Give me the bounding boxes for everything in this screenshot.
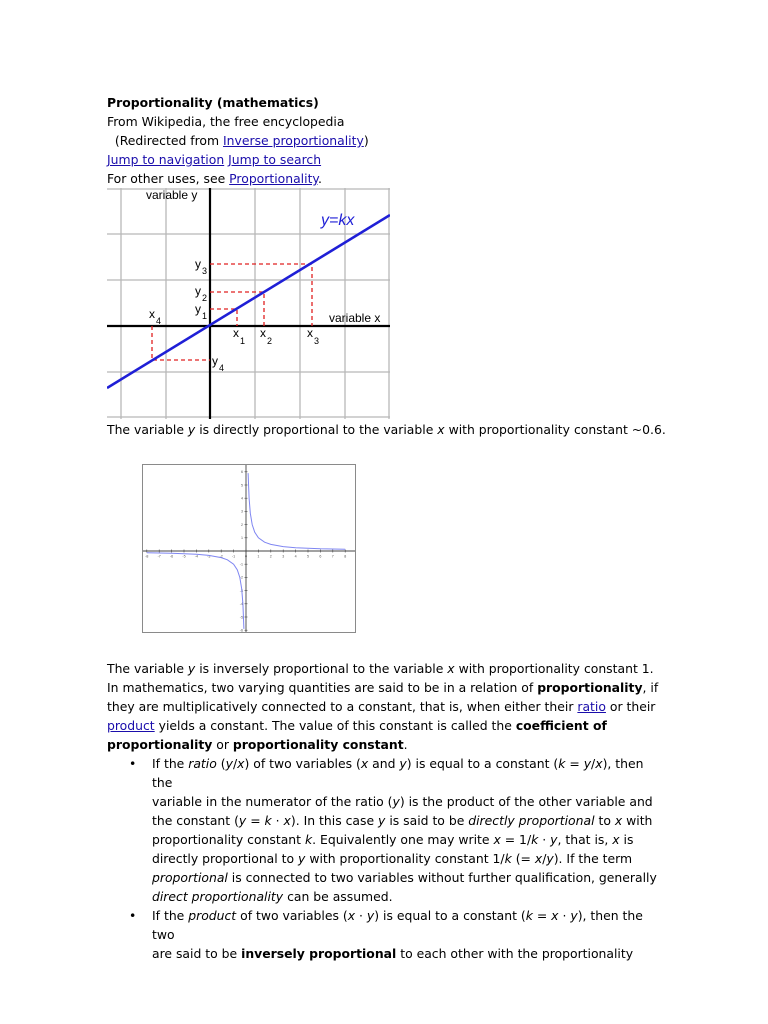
x-tick-label: 3 (282, 554, 285, 559)
intro-text-2: , if (642, 680, 659, 695)
x-axis-label: variable x (329, 311, 381, 325)
intro-text-7: . (403, 737, 408, 752)
y-tick-label: -4 (239, 602, 243, 607)
x-tick-label: 8 (344, 554, 347, 559)
direct-proportionality-figure (107, 188, 390, 419)
x-tick-label: -6 (169, 554, 174, 559)
other-uses-prefix: For other uses, see (107, 171, 230, 186)
intro-paragraph (107, 678, 667, 754)
equation-label: y=kx (321, 212, 355, 229)
x-tick-label: 2 (269, 554, 272, 559)
x4-sub: 4 (156, 316, 162, 326)
bullet-icon: • (129, 908, 137, 923)
product-link[interactable]: product (107, 718, 155, 733)
direct-proportion-text: If the ratio (y/x) of two variables (x and y) is equal to a constant (k = y/x), then the variable in the numerator of the ratio (y) is the product of the other variable and the constant (y = k · x). In this case y is said to be directly proportional to x with proportionality constant k. Equivalently one may write x = 1/k · y, that is, x is directly proportional to y with proportionality constant 1/k (= x/y). If the term proportional is connected to two variables without further qualification, generally direct proportionality can be assumed. (152, 756, 657, 904)
x-tick-label: 0 (245, 554, 247, 559)
x-tick-label: -4 (194, 554, 199, 559)
y-tick-label: 3 (241, 509, 243, 514)
intro-bold-coefficient: coefficient of (515, 718, 607, 733)
y-tick-label: 4 (241, 496, 243, 501)
proportionality-line (107, 215, 390, 388)
y4-sub: 4 (219, 363, 225, 373)
y2-label: y (195, 284, 201, 298)
y1-label: y (195, 302, 201, 316)
proportionality-link[interactable]: Proportionality (229, 171, 318, 186)
y-tick-label: 2 (241, 522, 243, 527)
inverse-proportionality-chart (142, 464, 356, 633)
intro-bold-prop-constant: proportionality constant (232, 737, 404, 752)
x1-label: x (233, 326, 239, 340)
x-tick-label: 6 (319, 554, 322, 559)
y-tick-label: 6 (241, 470, 243, 475)
y-tick-label: -2 (239, 575, 243, 580)
y-tick-label: -3 (239, 588, 243, 593)
figure1-caption: The variable y is directly proportional to the variable x with proportionality constant ~0.6. (107, 422, 666, 437)
x-tick-label: -5 (182, 554, 186, 559)
jump-to-navigation-link[interactable]: Jump to navigation (107, 152, 225, 167)
y-tick-label: 1 (241, 536, 243, 541)
jump-links (107, 150, 667, 169)
list-item (107, 906, 667, 963)
x-tick-label: 1 (257, 554, 260, 559)
definition-list (107, 754, 667, 963)
redirect-note (107, 131, 667, 150)
article-header (107, 93, 667, 188)
x1-sub: 1 (240, 336, 246, 346)
x2-label: x (260, 326, 266, 340)
figure2-caption: The variable y is inversely proportional to the variable x with proportionality constant 1. (107, 661, 654, 676)
other-uses-note (107, 169, 667, 188)
x-tick-label: -1 (231, 554, 236, 559)
x-tick-label: -2 (219, 554, 223, 559)
y-tick-label: -6 (239, 628, 243, 633)
y-tick-label: -5 (239, 615, 243, 620)
x-tick-label: 7 (331, 554, 334, 559)
intro-text-4: or their (605, 699, 656, 714)
redirect-prefix: (Redirected from (114, 133, 224, 148)
x4-label: x (149, 307, 155, 321)
x3-label: x (307, 326, 313, 340)
y2-sub: 2 (202, 293, 208, 303)
y-tick-label: -1 (239, 562, 243, 567)
x2-sub: 2 (267, 336, 273, 346)
x-tick-label: -3 (207, 554, 211, 559)
ratio-link[interactable]: ratio (577, 699, 606, 714)
x3-sub: 3 (314, 336, 320, 346)
x-tick-label: -8 (145, 554, 149, 559)
subtitle: From Wikipedia, the free encyclopedia (107, 114, 345, 129)
inverse-proportionality-link[interactable]: Inverse proportionality (223, 133, 364, 148)
y-tick-label: 5 (241, 483, 243, 488)
jump-to-search-link[interactable]: Jump to search (228, 152, 322, 167)
y3-sub: 3 (202, 266, 208, 276)
list-item (107, 754, 667, 906)
intro-text-3: they are multiplicatively connected to a constant, that is, when either their (107, 699, 578, 714)
y-axis-label: variable y (146, 188, 198, 202)
intro-bold-proportionality-2: proportionality (107, 737, 213, 752)
article-body (107, 659, 667, 963)
intro-text-5: yields a constant. The value of this constant is called the (154, 718, 516, 733)
x-tick-label: 4 (294, 554, 297, 559)
intro-text-6: or (212, 737, 233, 752)
bullet-icon: • (129, 756, 137, 771)
intro-text-1: In mathematics, two varying quantities are said to be in a relation of (107, 680, 538, 695)
y4-label: y (212, 354, 218, 368)
y3-label: y (195, 257, 201, 271)
page-title: Proportionality (mathematics) (107, 95, 319, 110)
x-tick-label: 5 (307, 554, 309, 559)
redirect-suffix: ) (363, 133, 369, 148)
y1-sub: 1 (202, 311, 208, 321)
inverse-proportion-text: If the product of two variables (x · y) is equal to a constant (k = x · y), then the two are said to be inversely proportional to each other with the proportionality (152, 908, 643, 961)
x-tick-label: -7 (157, 554, 161, 559)
intro-bold-proportionality: proportionality (537, 680, 643, 695)
other-uses-suffix: . (318, 171, 322, 186)
